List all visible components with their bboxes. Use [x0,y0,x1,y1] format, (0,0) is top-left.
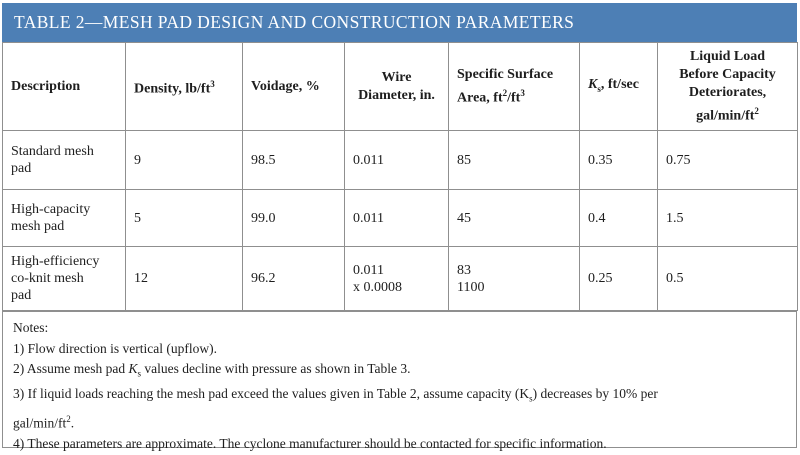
cell-liquid-load: 0.5 [658,247,798,311]
cell-wire-diameter: 0.011 [345,190,449,247]
cell-description: Standard mesh pad [3,131,126,190]
cell-liquid-load: 1.5 [658,190,798,247]
cell-surface-area: 83 1100 [449,247,580,311]
mesh-pad-table [2,42,798,311]
table-title: TABLE 2—MESH PAD DESIGN AND CONSTRUCTION PARAMETERS [2,3,797,42]
header-density: Density, $lb/ft^3$ [126,43,243,131]
header-wire-diameter: Wire Diameter, in. [345,43,449,131]
cell-ks: 0.25 [580,247,658,311]
table-row [3,247,798,311]
cell-wire-diameter: 0.011 [345,131,449,190]
note-2: 2) Assume mesh pad $K_s$ values decline with pressure as shown in Table 3. [13,361,411,379]
note-4: 4) These parameters are approximate. The cyclone manufacturer should be contacted for specific information. [13,436,607,452]
cell-voidage: 96.2 [243,247,345,311]
cell-description: High-capacity mesh pad [3,190,126,247]
header-row [3,43,798,131]
cell-liquid-load: 0.75 [658,131,798,190]
cell-ks: 0.35 [580,131,658,190]
cell-density: 12 [126,247,243,311]
notes-heading: Notes: [13,320,49,335]
cell-wire-diameter: 0.011 x 0.0008 [345,247,449,311]
header-surface-area: Specific Surface Area, $ft^2/ft^3$ [449,43,580,131]
table-row [3,190,798,247]
note-3-continued: gal/$\min/ft^2$. [13,414,75,431]
cell-surface-area: 85 [449,131,580,190]
cell-voidage: 98.5 [243,131,345,190]
note-1: 1) Flow direction is vertical (upflow). [13,340,217,356]
notes-box [2,311,797,452]
header-voidage: Voidage, % [243,43,345,131]
header-liquid-load: Liquid Load Before Capacity Deteriorates, gal/$\min/ft^2$ [658,43,798,131]
cell-density: 9 [126,131,243,190]
cell-surface-area: 45 [449,190,580,247]
cell-density: 5 [126,190,243,247]
cell-description: High-efficiency co-knit mesh pad [3,247,126,311]
table-row [3,131,798,190]
note-3: 3) If liquid loads reaching the mesh pad exceed the values given in Table 2, assume capacity $(K_s)$ decreases by 10% per [13,386,658,404]
cell-ks: 0.4 [580,190,658,247]
cell-voidage: 99.0 [243,190,345,247]
header-ks: $K_s$, ft/sec [580,43,658,131]
header-description: Description [3,43,126,131]
